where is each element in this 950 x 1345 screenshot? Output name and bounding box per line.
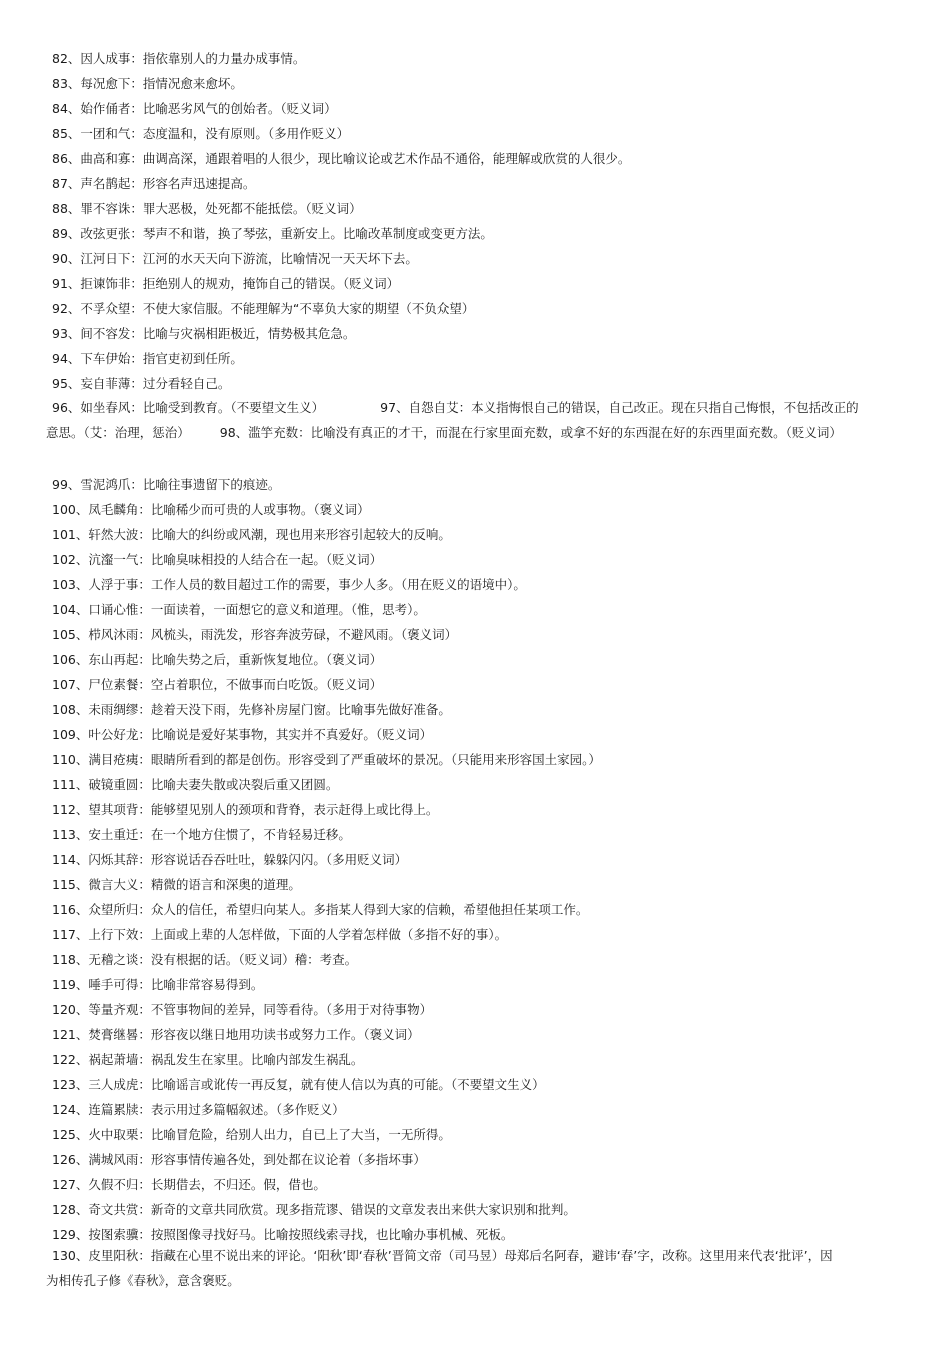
list-item: 105、栉风沐雨：风梳头，雨洗发，形容奔波劳碌，不避风雨。（褒义词） <box>52 627 458 642</box>
list-item: 114、闪烁其辞：形容说话吞吞吐吐，躲躲闪闪。（多用贬义词） <box>52 852 408 867</box>
list-item: 93、间不容发：比喻与灾祸相距极近，情势极其危急。 <box>52 326 356 341</box>
list-item: 83、每况愈下：指情况愈来愈坏。 <box>52 76 243 91</box>
list-item: 90、江河日下：江河的水天天向下游流，比喻情况一天天坏下去。 <box>52 251 418 266</box>
list-item: 94、下车伊始：指官吏初到任所。 <box>52 351 243 366</box>
list-item: 107、尸位素餐：空占着职位，不做事而白吃饭。（贬义词） <box>52 677 383 692</box>
list-item: 88、罪不容诛：罪大恶极，处死都不能抵偿。（贬义词） <box>52 201 362 216</box>
idiom-list-bottom <box>52 472 872 1247</box>
list-item: 113、安土重迁：在一个地方住惯了，不肯轻易迁移。 <box>52 827 351 842</box>
list-item: 106、东山再起：比喻失势之后，重新恢复地位。（褒义词） <box>52 652 383 667</box>
list-item: 124、连篇累牍：表示用过多篇幅叙述。（多作贬义） <box>52 1102 345 1117</box>
list-item: 125、火中取栗：比喻冒危险，给别人出力，自已上了大当，一无所得。 <box>52 1127 451 1142</box>
list-item: 84、始作俑者：比喻恶劣风气的创始者。（贬义词） <box>52 101 337 116</box>
list-item: 116、众望所归：众人的信任，希望归向某人。多指某人得到大家的信赖，希望他担任某项工作。 <box>52 902 589 917</box>
list-item: 126、满城风雨：形容事情传遍各处，到处都在议论着（多指坏事） <box>52 1152 426 1167</box>
list-item: 86、曲高和寡：曲调高深，通跟着唱的人很少，现比喻议论或艺术作品不通俗，能理解或欣赏的人很少。 <box>52 151 631 166</box>
list-item: 110、满目疮痍：眼睛所看到的都是创伤。形容受到了严重破坏的景况。（只能用来形容国土家园。） <box>52 752 601 767</box>
list-item: 111、破镜重圆：比喻夫妻失散或决裂后重又团圆。 <box>52 777 339 792</box>
idiom-list-top <box>52 46 872 396</box>
list-item: 99、雪泥鸿爪：比喻往事遗留下的痕迹。 <box>52 477 281 492</box>
list-item: 122、祸起萧墙：祸乱发生在家里。比喻内部发生祸乱。 <box>52 1052 364 1067</box>
entry-98: 98、滥竽充数：比喻没有真正的才干，而混在行家里面充数，或拿不好的东西混在好的东西里面充数。（贬义词） <box>219 424 842 440</box>
list-item: 119、唾手可得：比喻非常容易得到。 <box>52 977 264 992</box>
list-item: 103、人浮于事：工作人员的数目超过工作的需要，事少人多。（用在贬义的语境中）。 <box>52 577 526 592</box>
entry-97: 97、自怨自艾：本义指悔恨自己的错误，自己改正。现在只指自己悔恨，不包括改正的意思。（艾：治理，惩治） <box>46 400 859 440</box>
list-item: 82、因人成事：指依靠别人的力量办成事情。 <box>52 51 306 66</box>
list-item: 102、沆瀣一气：比喻臭味相投的人结合在一起。（贬义词） <box>52 552 383 567</box>
list-item: 121、焚膏继晷：形容夜以继日地用功读书或努力工作。（褒义词） <box>52 1027 420 1042</box>
list-item: 109、叶公好龙：比喻说是爱好某事物，其实并不真爱好。（贬义词） <box>52 727 433 742</box>
list-item: 112、望其项背：能够望见别人的颈项和背脊，表示赶得上或比得上。 <box>52 802 439 817</box>
list-item: 92、不孚众望：不使大家信服。不能理解为“不辜负大家的期望（不负众望） <box>52 301 475 316</box>
list-item: 127、久假不归：长期借去，不归还。假，借也。 <box>52 1177 326 1192</box>
list-item: 85、一团和气：态度温和，没有原则。（多用作贬义） <box>52 126 350 141</box>
list-item: 115、微言大义：精微的语言和深奥的道理。 <box>52 877 301 892</box>
list-item: 89、改弦更张：琴声不和谐，换了琴弦，重新安上。比喻改革制度或变更方法。 <box>52 226 493 241</box>
entry-130-paragraph: 130、皮里阳秋：指藏在心里不说出来的评论。‘阳秋’即‘春秋’晋简文帝（司马昱）母郑后名阿春，避讳‘春’字，改称。这里用来代表‘批评’，因为相传孔子修《春秋》，意含褒贬。 <box>46 1248 833 1288</box>
merged-entries-paragraph <box>46 396 866 445</box>
list-item: 91、拒谏饰非：拒绝别人的规劝，掩饰自己的错误。（贬义词） <box>52 276 400 291</box>
list-item: 95、妄自菲薄：过分看轻自己。 <box>52 376 231 391</box>
list-item: 120、等量齐观：不管事物间的差异，同等看待。（多用于对待事物） <box>52 1002 433 1017</box>
list-item: 87、声名鹊起：形容名声迅速提高。 <box>52 176 256 191</box>
list-item: 118、无稽之谈：没有根据的话。（贬义词）稽：考查。 <box>52 952 358 967</box>
list-item: 104、口诵心惟：一面读着，一面想它的意义和道理。（惟，思考）。 <box>52 602 426 617</box>
list-item: 128、奇文共赏：新奇的文章共同欣赏。现多指荒谬、错误的文章发表出来供大家识别和批判。 <box>52 1202 576 1217</box>
list-item: 123、三人成虎：比喻谣言或讹传一再反复，就有使人信以为真的可能。（不要望文生义） <box>52 1077 545 1092</box>
list-item: 108、未雨绸缪：趁着天没下雨，先修补房屋门窗。比喻事先做好准备。 <box>52 702 451 717</box>
entry-96: 96、如坐春风：比喻受到教育。（不要望文生义） <box>52 400 325 415</box>
list-item: 129、按图索骥：按照图像寻找好马。比喻按照线索寻找，也比喻办事机械、死板。 <box>52 1227 514 1242</box>
list-item: 101、轩然大波：比喻大的纠纷或风潮，现也用来形容引起较大的反响。 <box>52 527 451 542</box>
list-item: 117、上行下效：上面或上辈的人怎样做，下面的人学着怎样做（多指不好的事）。 <box>52 927 508 942</box>
list-item: 100、凤毛麟角：比喻稀少而可贵的人或事物。（褒义词） <box>52 502 370 517</box>
